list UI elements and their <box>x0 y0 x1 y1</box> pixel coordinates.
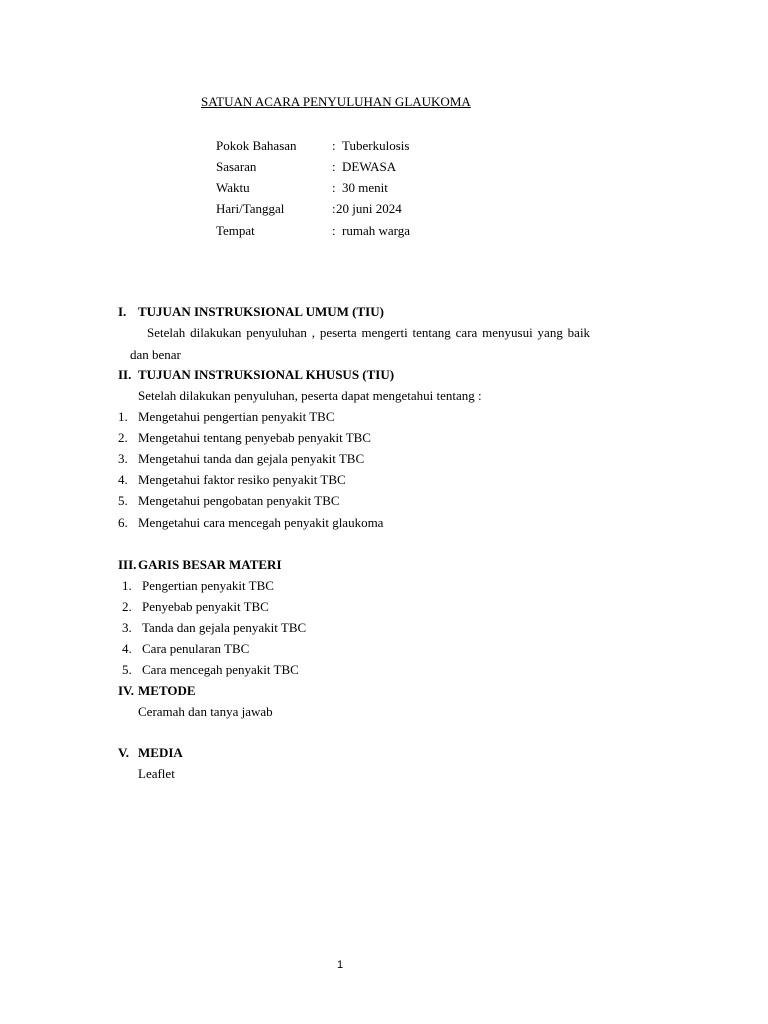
info-separator: : <box>332 158 336 174</box>
section-number: III. <box>118 557 137 572</box>
list-item: Mengetahui pengertian penyakit TBC <box>138 409 335 424</box>
list-item-number: 1. <box>122 578 132 593</box>
list-item: Cara penularan TBC <box>142 641 250 656</box>
info-row-sasaran <box>216 156 410 177</box>
list-item: Mengetahui faktor resiko penyakit TBC <box>138 472 346 487</box>
info-value: rumah warga <box>342 222 410 238</box>
info-row-hari-tanggal <box>216 199 410 220</box>
section-title-tiu: TUJUAN INSTRUKSIONAL UMUM (TIU) <box>138 304 384 319</box>
section-number: IV. <box>118 683 135 698</box>
list-item: Pengertian penyakit TBC <box>142 578 274 593</box>
list-item-number: 2. <box>118 430 128 445</box>
info-separator: : <box>332 137 336 153</box>
page-number: 1 <box>336 959 344 971</box>
info-row-pokok-bahasan <box>216 135 410 156</box>
list-item-number: 1. <box>118 409 128 424</box>
info-label: Waktu <box>216 180 250 196</box>
section-number: II. <box>118 367 132 382</box>
section-number: I. <box>118 304 127 319</box>
list-item-number: 3. <box>122 620 132 635</box>
list-item: Mengetahui pengobatan penyakit TBC <box>138 493 340 508</box>
list-item: Tanda dan gejala penyakit TBC <box>142 620 307 635</box>
info-value: Tuberkulosis <box>342 137 410 153</box>
info-label: Tempat <box>216 222 255 238</box>
info-value: 30 menit <box>342 180 388 196</box>
list-item: Mengetahui tentang penyebab penyakit TBC <box>138 430 371 445</box>
section-number: V. <box>118 745 129 760</box>
list-item-number: 4. <box>118 472 128 487</box>
section-body-text: Setelah dilakukan penyuluhan , peserta mengerti tentang cara menyusui yang baik <box>147 325 591 340</box>
info-separator: : <box>332 201 336 217</box>
list-item-number: 3. <box>118 451 128 466</box>
list-item: Mengetahui tanda dan gejala penyakit TBC <box>138 451 365 466</box>
info-block <box>216 135 410 241</box>
section-body-text: Leaflet <box>138 766 175 781</box>
info-value: DEWASA <box>342 158 397 174</box>
section-body-text: dan benar <box>130 347 181 362</box>
section-title-media: MEDIA <box>138 745 183 760</box>
list-item-number: 5. <box>118 493 128 508</box>
list-item-number: 5. <box>122 662 132 677</box>
section-title-metode: METODE <box>138 683 196 698</box>
info-label: Pokok Bahasan <box>216 137 297 153</box>
document-title: SATUAN ACARA PENYULUHAN GLAUKOMA <box>201 94 471 109</box>
section-body-text: Ceramah dan tanya jawab <box>138 704 273 719</box>
list-item: Penyebab penyakit TBC <box>142 599 269 614</box>
list-item: Cara mencegah penyakit TBC <box>142 662 299 677</box>
info-value: 20 juni 2024 <box>336 201 402 217</box>
list-item-number: 2. <box>122 599 132 614</box>
info-label: Sasaran <box>216 158 257 174</box>
section-intro-text: Setelah dilakukan penyuluhan, peserta dapat mengetahui tentang : <box>138 388 482 403</box>
info-separator: : <box>332 180 336 196</box>
list-item-number: 6. <box>118 515 128 530</box>
info-row-tempat <box>216 220 410 241</box>
info-separator: : <box>332 222 336 238</box>
list-item: Mengetahui cara mencegah penyakit glaukoma <box>138 515 384 530</box>
section-title-tik: TUJUAN INSTRUKSIONAL KHUSUS (TIU) <box>138 367 395 382</box>
list-item-number: 4. <box>122 641 132 656</box>
info-label: Hari/Tanggal <box>216 201 285 217</box>
info-row-waktu <box>216 178 410 199</box>
section-title-garis-besar-materi: GARIS BESAR MATERI <box>138 557 282 572</box>
